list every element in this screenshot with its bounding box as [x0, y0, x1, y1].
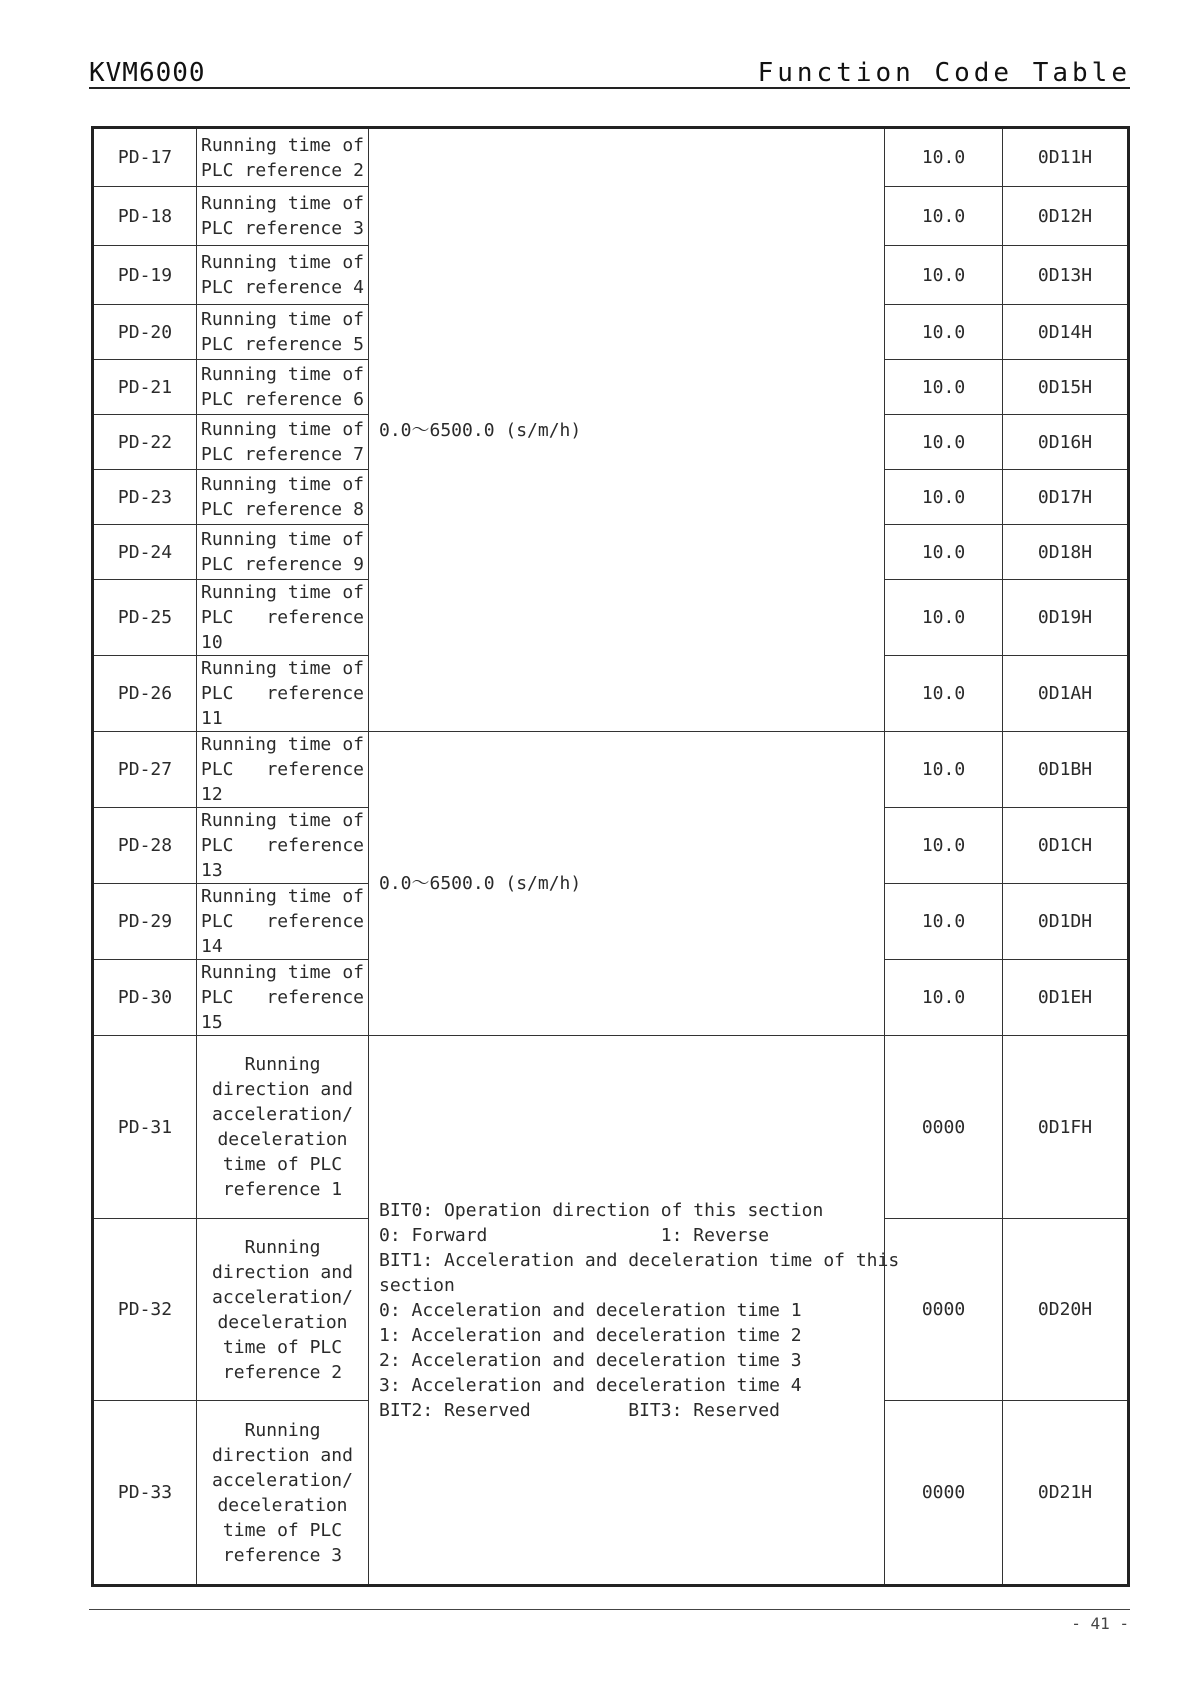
setting-range: 0.0～6500.0 (s/m/h)	[369, 732, 885, 1036]
function-name: Running time of PLC reference 14	[197, 884, 369, 960]
function-name	[197, 1401, 369, 1586]
default-value: 10.0	[885, 884, 1003, 960]
default-value: 10.0	[885, 656, 1003, 732]
comm-address: 0D16H	[1003, 415, 1129, 470]
function-name-line: deceleration	[217, 1311, 348, 1333]
default-value: 10.0	[885, 808, 1003, 884]
function-name: Running time of PLC reference 2	[197, 128, 369, 187]
comm-address: 0D12H	[1003, 187, 1129, 246]
comm-address: 0D1BH	[1003, 732, 1129, 808]
function-code: PD-18	[93, 187, 197, 246]
function-name: Running time of PLC reference 8	[197, 470, 369, 525]
table-row	[93, 1036, 1129, 1219]
comm-address: 0D20H	[1003, 1219, 1129, 1401]
function-code: PD-25	[93, 580, 197, 656]
function-name-line: reference 2	[222, 1361, 343, 1383]
default-value: 0000	[885, 1036, 1003, 1219]
function-code: PD-32	[93, 1219, 197, 1401]
setting-line: 2: Acceleration and deceleration time 3	[379, 1349, 802, 1371]
default-value: 10.0	[885, 187, 1003, 246]
function-code: PD-28	[93, 808, 197, 884]
function-name-line: reference 1	[222, 1179, 343, 1200]
function-name: Running time of PLC reference 4	[197, 246, 369, 305]
default-value: 10.0	[885, 580, 1003, 656]
comm-address: 0D21H	[1003, 1401, 1129, 1586]
function-name-line: deceleration	[217, 1494, 348, 1516]
setting-description	[369, 1036, 900, 1586]
function-name: Running time of PLC reference 10	[197, 580, 369, 656]
function-name-line: direction and	[212, 1079, 353, 1100]
function-name-line: direction and	[212, 1261, 353, 1283]
function-name-line: reference 3	[222, 1544, 343, 1566]
function-name-line: time of PLC	[222, 1154, 343, 1175]
comm-address: 0D11H	[1003, 128, 1129, 187]
setting-line: 0: Acceleration and deceleration time 1	[379, 1299, 802, 1321]
function-name-line: deceleration	[217, 1129, 348, 1150]
comm-address: 0D1EH	[1003, 960, 1129, 1036]
comm-address: 0D1FH	[1003, 1036, 1129, 1219]
header-rule	[89, 87, 1130, 89]
function-code: PD-21	[93, 360, 197, 415]
default-value: 10.0	[885, 360, 1003, 415]
footer-rule	[89, 1609, 1130, 1610]
default-value: 0000	[885, 1219, 1003, 1401]
function-name-line: time of PLC	[222, 1336, 343, 1358]
setting-line: BIT2: Reserved BIT3: Reserved	[379, 1399, 780, 1421]
function-name-line: acceleration/	[212, 1286, 353, 1308]
function-code: PD-19	[93, 246, 197, 305]
table-row	[93, 128, 1129, 187]
function-code: PD-20	[93, 305, 197, 360]
function-code: PD-31	[93, 1036, 197, 1219]
setting-line: BIT1: Acceleration and deceleration time of this	[379, 1249, 900, 1271]
function-name	[197, 1036, 369, 1219]
function-name-line: time of PLC	[222, 1519, 343, 1541]
function-code: PD-17	[93, 128, 197, 187]
function-code: PD-23	[93, 470, 197, 525]
default-value: 10.0	[885, 246, 1003, 305]
function-code: PD-26	[93, 656, 197, 732]
comm-address: 0D1CH	[1003, 808, 1129, 884]
function-name-line: Running	[244, 1419, 321, 1441]
table-row	[93, 732, 1129, 808]
function-code-table	[91, 126, 1130, 1587]
default-value: 10.0	[885, 128, 1003, 187]
function-name: Running time of PLC reference 5	[197, 305, 369, 360]
function-name: Running time of PLC reference 12	[197, 732, 369, 808]
function-name: Running time of PLC reference 9	[197, 525, 369, 580]
default-value: 10.0	[885, 525, 1003, 580]
default-value: 10.0	[885, 960, 1003, 1036]
function-name: Running time of PLC reference 6	[197, 360, 369, 415]
function-name: Running time of PLC reference 3	[197, 187, 369, 246]
default-value: 10.0	[885, 305, 1003, 360]
default-value: 10.0	[885, 732, 1003, 808]
setting-line: 3: Acceleration and deceleration time 4	[379, 1374, 802, 1396]
function-code: PD-27	[93, 732, 197, 808]
function-name-line: acceleration/	[212, 1104, 353, 1125]
function-name	[197, 1219, 369, 1401]
default-value: 10.0	[885, 470, 1003, 525]
function-code: PD-30	[93, 960, 197, 1036]
function-name: Running time of PLC reference 7	[197, 415, 369, 470]
function-name: Running time of PLC reference 13	[197, 808, 369, 884]
setting-line: BIT0: Operation direction of this section	[379, 1199, 824, 1221]
comm-address: 0D18H	[1003, 525, 1129, 580]
function-code: PD-29	[93, 884, 197, 960]
comm-address: 0D1DH	[1003, 884, 1129, 960]
setting-line: section	[379, 1274, 455, 1296]
setting-range: 0.0～6500.0 (s/m/h)	[369, 128, 885, 732]
comm-address: 0D15H	[1003, 360, 1129, 415]
setting-line: 1: Acceleration and deceleration time 2	[379, 1324, 802, 1346]
comm-address: 0D14H	[1003, 305, 1129, 360]
page-number: - 41 -	[1071, 1614, 1129, 1633]
function-name-line: direction and	[212, 1444, 353, 1466]
header-model: KVM6000	[89, 58, 206, 88]
function-code: PD-24	[93, 525, 197, 580]
function-name-line: acceleration/	[212, 1469, 353, 1491]
comm-address: 0D1AH	[1003, 656, 1129, 732]
function-name: Running time of PLC reference 11	[197, 656, 369, 732]
function-code: PD-33	[93, 1401, 197, 1586]
comm-address: 0D19H	[1003, 580, 1129, 656]
comm-address: 0D13H	[1003, 246, 1129, 305]
header-title: Function Code Table	[757, 58, 1131, 88]
function-name: Running time of PLC reference 15	[197, 960, 369, 1036]
function-name-line: Running	[244, 1054, 321, 1075]
default-value: 10.0	[885, 415, 1003, 470]
comm-address: 0D17H	[1003, 470, 1129, 525]
function-name-line: Running	[244, 1236, 321, 1258]
default-value: 0000	[885, 1401, 1003, 1586]
function-code: PD-22	[93, 415, 197, 470]
setting-line: 0: Forward 1: Reverse	[379, 1224, 770, 1246]
